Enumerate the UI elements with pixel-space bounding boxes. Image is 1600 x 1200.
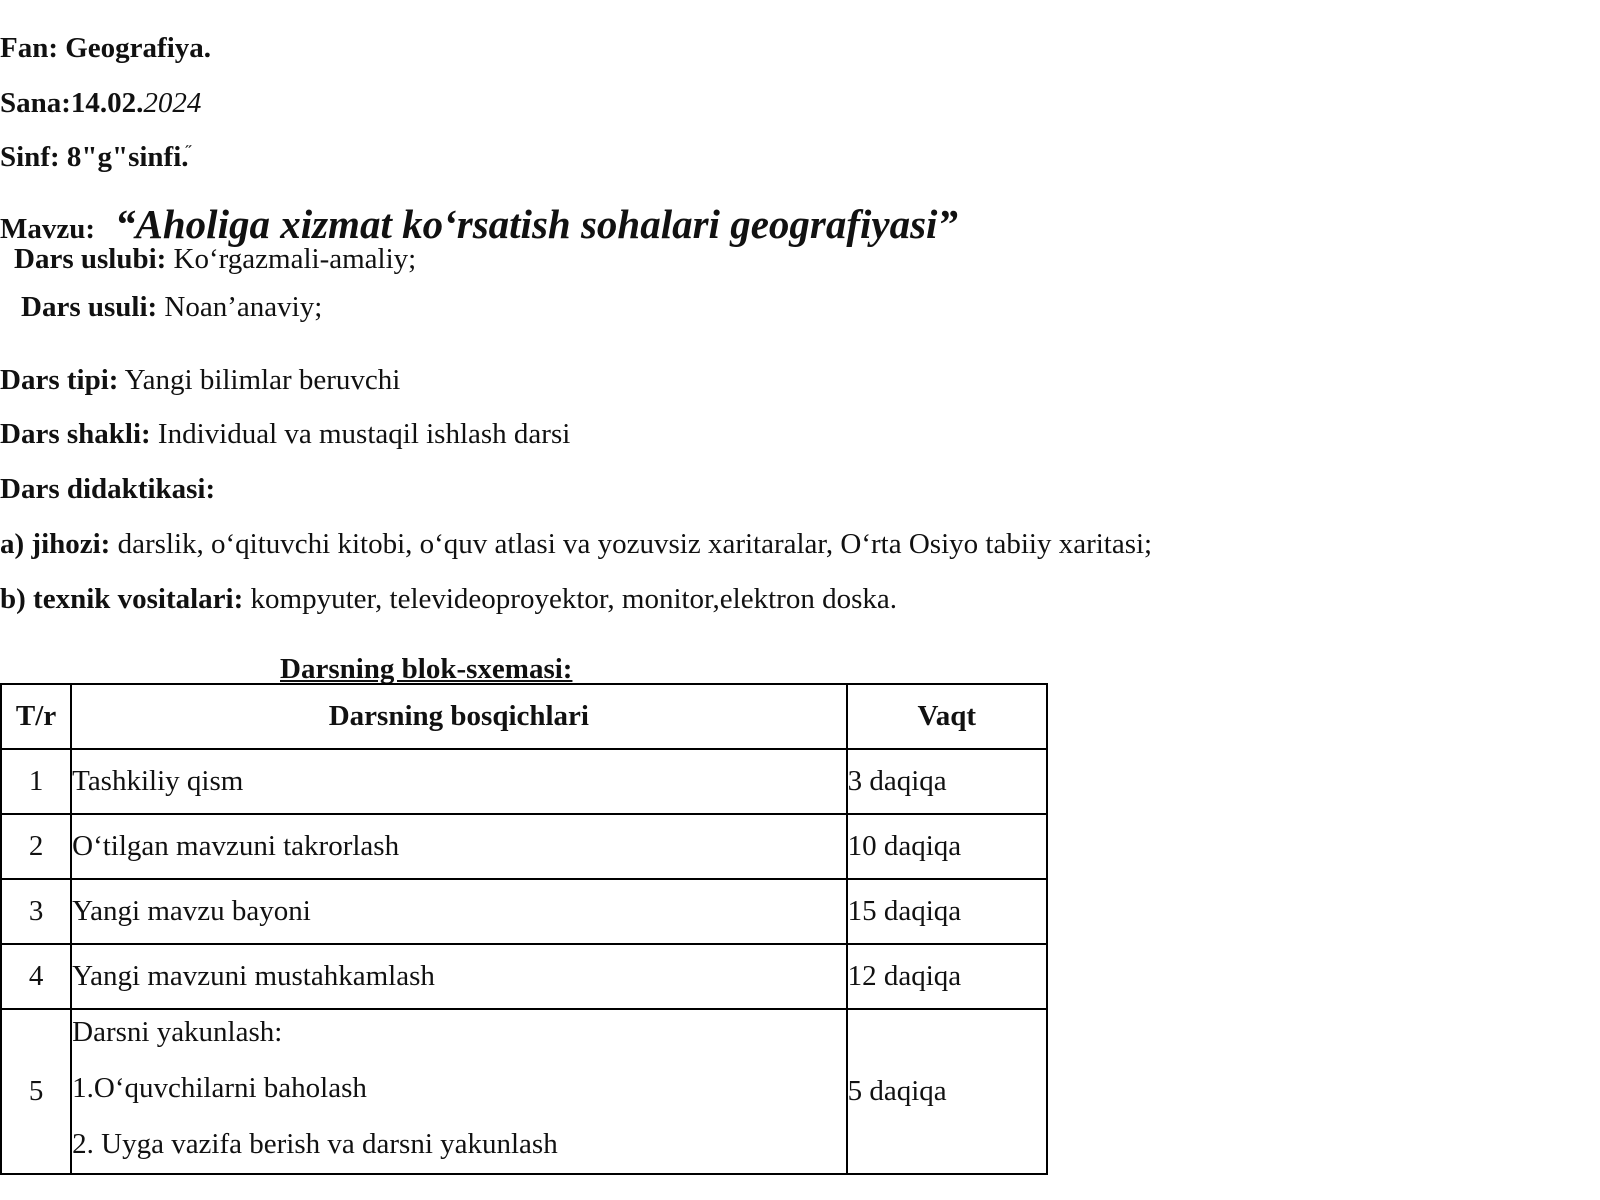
class-label: Sinf: 8"g"sinfi. (0, 141, 189, 173)
table-header-row (1, 684, 1047, 749)
lesson-plan-table (0, 683, 1048, 1175)
header-number: T/r (1, 684, 71, 749)
row-stage: Yangi mavzu bayoni (71, 879, 846, 944)
row-stage: O‘tilgan mavzuni takrorlash (71, 814, 846, 879)
row-time: 15 daqiqa (847, 879, 1047, 944)
row-time: 5 daqiqa (847, 1009, 1047, 1174)
row-stage: Yangi mavzuni mustahkamlash (71, 944, 846, 1009)
subject-line: Fan: Geografiya. (0, 32, 212, 64)
class-line (0, 143, 189, 172)
didactics-heading: Dars didaktikasi: (0, 473, 216, 505)
row-number: 1 (1, 749, 71, 814)
form-label: Dars shakli: (0, 418, 151, 450)
row-number: 3 (1, 879, 71, 944)
table-row (1, 944, 1047, 1009)
row-stage-multiline (71, 1009, 846, 1174)
stage-line: Darsni yakunlash: (72, 1015, 283, 1048)
table-row (1, 814, 1047, 879)
form-value: Individual va mustaqil ishlash darsi (150, 418, 571, 450)
header-stages: Darsning bosqichlari (71, 684, 846, 749)
stage-line: 1.O‘quvchilarni baholash (72, 1071, 367, 1104)
topic-label: Mavzu: (0, 213, 96, 245)
form-line (0, 420, 570, 449)
method-label: Dars usuli: (21, 291, 158, 323)
row-stage: Tashkiliy qism (71, 749, 846, 814)
equipment-label: a) jihozi: (0, 528, 111, 560)
row-number: 5 (1, 1009, 71, 1174)
table-row (1, 879, 1047, 944)
row-time: 3 daqiqa (847, 749, 1047, 814)
tech-label: b) texnik vositalari: (0, 583, 244, 615)
type-value: Yangi bilimlar beruvchi (118, 364, 401, 396)
tech-line (0, 585, 897, 614)
header-time: Vaqt (847, 684, 1047, 749)
row-time: 10 daqiqa (847, 814, 1047, 879)
table-caption: Darsning blok-sxemasi: (280, 653, 573, 685)
style-label: Dars uslubi: (14, 243, 167, 275)
row-number: 4 (1, 944, 71, 1009)
row-time: 12 daqiqa (847, 944, 1047, 1009)
type-line (0, 366, 400, 395)
table-row-final (1, 1009, 1047, 1174)
style-line (14, 245, 416, 274)
topic-line (0, 201, 958, 247)
date-year: 2024 (143, 87, 202, 119)
date-line (0, 89, 201, 118)
equipment-line (0, 530, 1152, 559)
topic-title: “Aholiga xizmat ko‘rsatish sohalari geografiyasi” (115, 201, 958, 247)
row-number: 2 (1, 814, 71, 879)
stage-line: 2. Uyga vazifa berish va darsni yakunlash (72, 1127, 558, 1160)
tech-value: kompyuter, televideoproyektor, monitor,elektron doska. (243, 583, 897, 615)
table-row (1, 749, 1047, 814)
equipment-value: darslik, o‘qituvchi kitobi, o‘quv atlasi va yozuvsiz xaritaralar, O‘rta Osiyo tabiiy xaritasi; (110, 528, 1153, 560)
method-line (21, 293, 322, 322)
method-value: Noan’anaviy; (157, 291, 323, 323)
type-label: Dars tipi: (0, 364, 119, 396)
date-label: Sana:14.02. (0, 87, 144, 119)
style-value: Ko‘rgazmali-amaliy; (166, 243, 417, 275)
